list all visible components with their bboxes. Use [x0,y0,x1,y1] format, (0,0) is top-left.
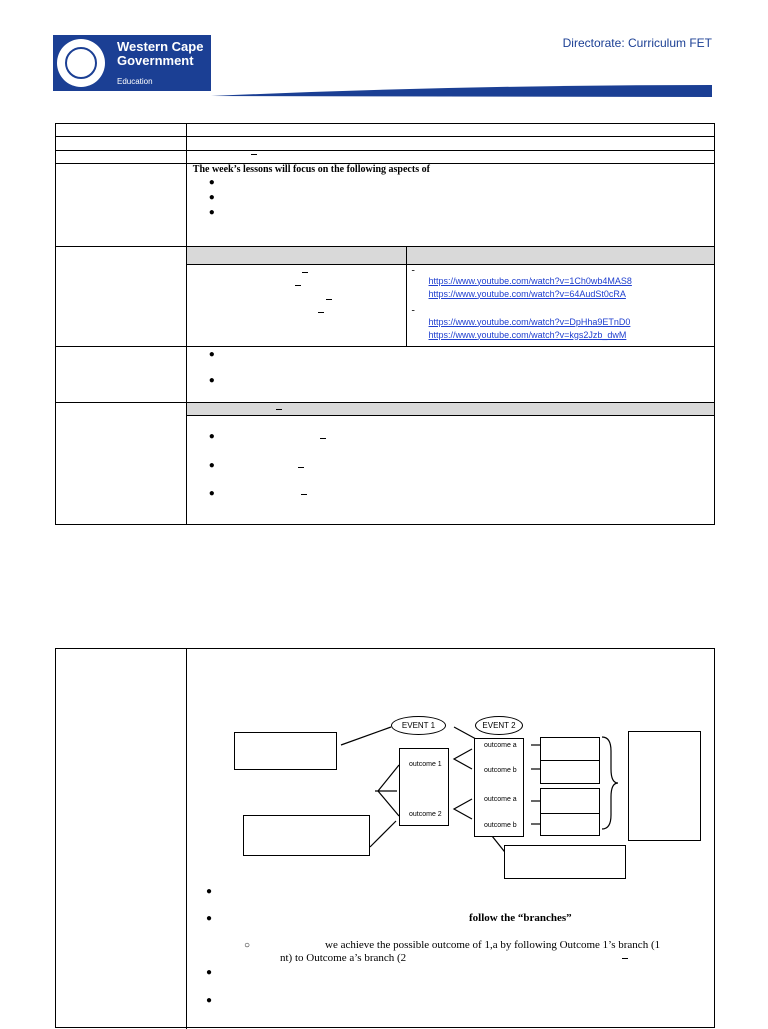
lesson-plan-table [55,123,715,525]
resources-header [187,247,406,264]
bullet: ● [208,488,215,499]
resources-table [187,247,714,346]
dash-mark [295,285,301,286]
value-cell [186,151,714,164]
video-link[interactable]: https://www.youtube.com/watch?v=1Ch0wb4MAS8 [428,275,632,286]
value-cell [186,124,714,137]
bullet: ● [208,375,215,386]
assessment-header [187,403,714,416]
follow-branches-text: follow the “branches” [469,912,572,924]
logo-subtitle: Education [117,77,153,86]
bullet: ● [208,460,215,471]
list-dash: - [411,304,415,316]
event-2-outcomes-box [474,738,524,837]
sub-bullet-line-1: we achieve the possible outcome of 1,a by following Outcome 1’s branch (1 [325,939,661,951]
wcg-logo [53,35,211,91]
label-cell [56,247,187,347]
outcome-label: outcome a [484,796,517,803]
notes-cell [186,347,714,403]
label-cell [56,151,187,164]
dash-mark [298,467,304,468]
coat-of-arms-icon [57,39,105,87]
header-swoosh [211,85,712,97]
summary-box [628,731,701,841]
coat-of-arms-shield [65,47,97,79]
directorate-label: Directorate: Curriculum FET [562,36,712,50]
bullet: ● [208,349,215,360]
assessment-cell [186,403,714,525]
dash-mark [276,409,282,410]
result-divider [541,813,599,814]
dash-mark [251,154,257,155]
label-box [234,732,337,770]
video-link[interactable]: https://www.youtube.com/watch?v=DpHha9ETnD0 [428,316,631,327]
label-cell [56,124,187,137]
label-cell [56,403,187,525]
tree-diagram-table [55,648,715,1028]
bullet: ● [206,886,213,897]
video-links-group-2 [429,316,631,342]
dash-mark [301,494,307,495]
bullet: ● [208,431,215,442]
outcome-label: outcome a [484,742,517,749]
outcome-label: outcome b [484,767,517,774]
video-cell [406,264,714,346]
result-box-top [540,737,600,784]
value-cell [186,137,714,151]
bullet: ● [208,177,215,188]
focus-cell [186,164,714,247]
bullet: ● [208,192,215,203]
event-1-outcomes-box [399,748,449,826]
event-1-oval: EVENT 1 [391,716,446,735]
video-link[interactable]: https://www.youtube.com/watch?v=64AudSt0cRA [428,288,626,299]
dash-mark [326,299,332,300]
bullet: ● [208,207,215,218]
label-cell [56,347,187,403]
logo-title: Western Cape Government [117,39,204,68]
label-box [504,845,626,879]
result-divider [541,760,599,761]
resources-cell [186,247,714,347]
bullet: ● [206,913,213,924]
sub-bullet-line-2: nt) to Outcome a’s branch (2 [280,952,407,964]
column-divider [186,649,187,1029]
dash-mark [318,312,324,313]
label-box [243,815,370,856]
result-box-bottom [540,788,600,836]
video-link[interactable]: https://www.youtube.com/watch?v=kgs2Jzb_dwM [428,329,627,340]
focus-intro: The week’s lessons will focus on the following aspects of [192,164,430,175]
bullet: ● [206,995,213,1006]
dash-mark [622,958,628,959]
video-links-group-1 [429,275,632,301]
sub-bullet-circle: ○ [244,940,251,951]
resources-header [406,247,714,264]
label-cell [56,137,187,151]
list-dash: - [411,264,415,276]
dash-mark [320,438,326,439]
bullet: ● [206,967,213,978]
outcome-label: outcome 1 [409,761,442,768]
outcome-label: outcome 2 [409,811,442,818]
activity-cell [187,264,406,346]
label-cell [56,164,187,247]
event-2-oval: EVENT 2 [475,716,523,735]
dash-mark [302,272,308,273]
outcome-label: outcome b [484,822,517,829]
